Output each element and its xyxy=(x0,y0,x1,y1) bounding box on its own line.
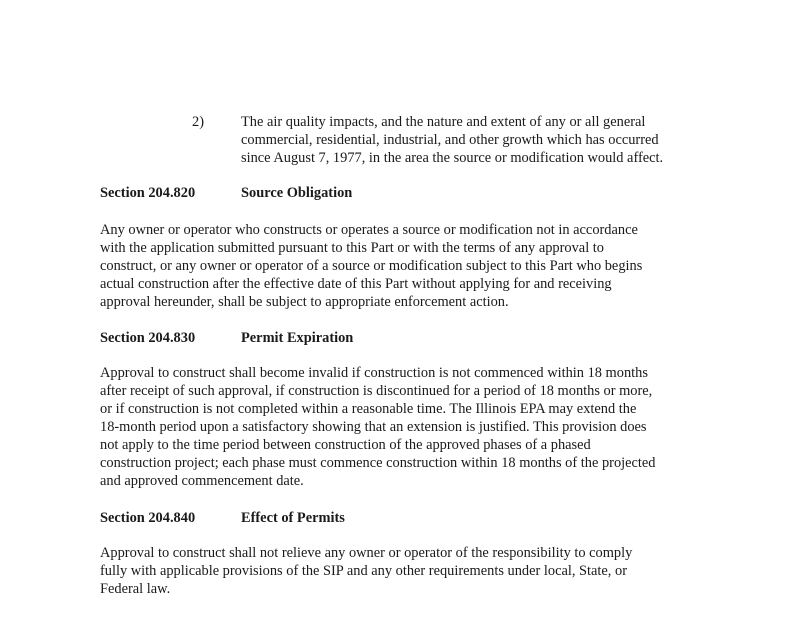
text-line: and approved commencement date. xyxy=(100,473,304,489)
section-title: Effect of Permits xyxy=(241,510,345,526)
text-line: approval hereunder, shall be subject to appropriate enforcement action. xyxy=(100,294,509,310)
text-line: Any owner or operator who constructs or operates a source or modification not in accordance xyxy=(100,222,638,238)
section-number: Section 204.840 xyxy=(100,510,196,526)
text-line: Federal law. xyxy=(100,581,171,597)
section-title: Permit Expiration xyxy=(241,330,354,346)
section-paragraph xyxy=(100,364,720,490)
text-line: or if construction is not completed within a reasonable time. The Illinois EPA may extend the xyxy=(100,401,637,417)
section-paragraph xyxy=(100,544,720,598)
list-item-text xyxy=(241,113,663,167)
text-line: construct, or any owner or operator of a source or modification subject to this Part who begins xyxy=(100,258,643,274)
section-number: Section 204.830 xyxy=(100,330,196,346)
text-line: commercial, residential, industrial, and other growth which has occurred xyxy=(241,132,659,148)
section-number: Section 204.820 xyxy=(100,185,196,201)
text-line: not apply to the time period between construction of the approved phases of a phased xyxy=(100,437,591,453)
section-title: Source Obligation xyxy=(241,185,353,201)
text-line: construction project; each phase must commence construction within 18 months of the projected xyxy=(100,455,656,471)
text-line: The air quality impacts, and the nature and extent of any or all general xyxy=(241,114,646,130)
text-line: Approval to construct shall become invalid if construction is not commenced within 18 months xyxy=(100,365,648,381)
text-line: actual construction after the effective date of this Part without applying for and receiving xyxy=(100,276,612,292)
section-paragraph xyxy=(100,221,720,311)
text-line: fully with applicable provisions of the SIP and any other requirements under local, State, or xyxy=(100,563,627,579)
list-item-number: 2) xyxy=(192,114,204,130)
text-line: since August 7, 1977, in the area the source or modification would affect. xyxy=(241,150,664,166)
text-line: after receipt of such approval, if construction is discontinued for a period of 18 months or more, xyxy=(100,383,653,399)
text-line: Approval to construct shall not relieve any owner or operator of the responsibility to comply xyxy=(100,545,633,561)
text-line: with the application submitted pursuant to this Part or with the terms of any approval to xyxy=(100,240,604,256)
text-line: 18-month period upon a satisfactory showing that an extension is justified. This provision does xyxy=(100,419,647,435)
